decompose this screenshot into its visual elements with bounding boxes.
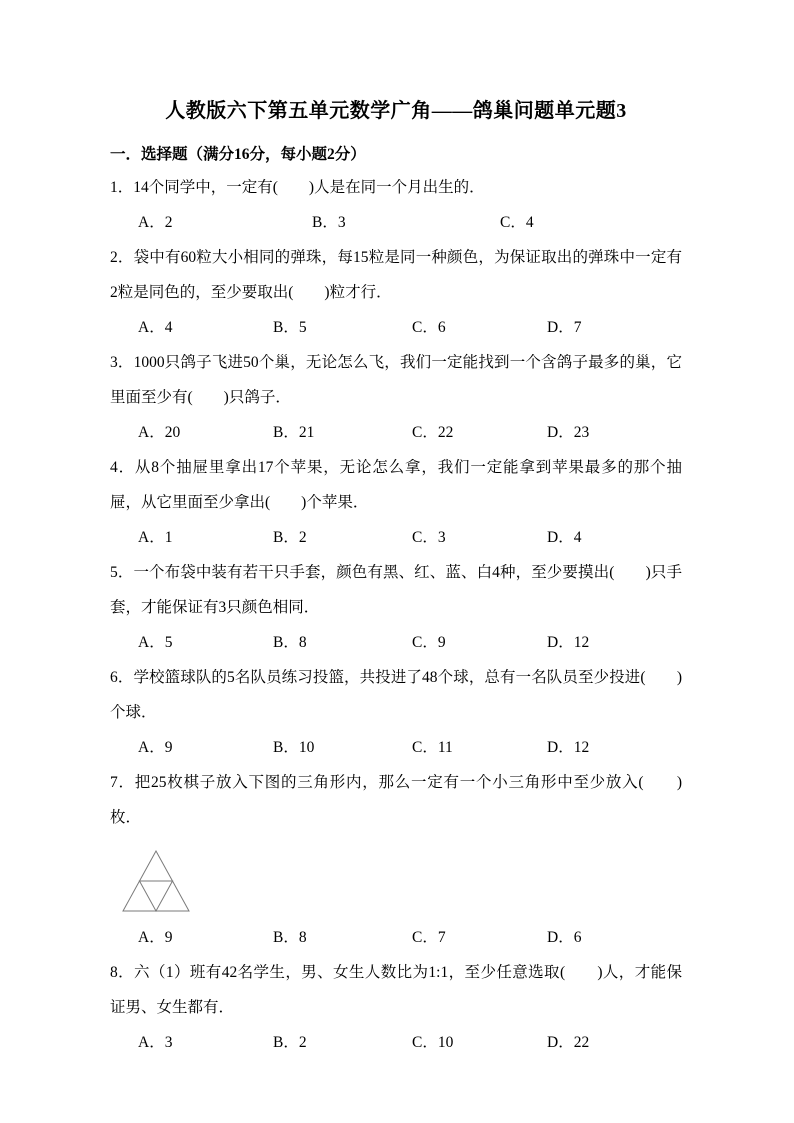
question-1-text: 1．14个同学中，一定有( )人是在同一个月出生的． (110, 179, 485, 196)
option-d: D．6 (547, 929, 582, 946)
question-6-text: 6．学校篮球队的5名队员练习投篮，共投进了48个球，总有一名队员至少投进( )个球． (110, 669, 682, 721)
triangle-figure-svg (122, 850, 190, 912)
option-c: C．7 (412, 929, 446, 946)
option-c: C．6 (412, 319, 446, 336)
option-b: B．2 (273, 1034, 307, 1051)
option-a: A．9 (138, 929, 173, 946)
option-a: A．2 (138, 214, 173, 231)
question-2 (110, 240, 682, 345)
option-d: D．4 (547, 529, 582, 546)
question-2-options (110, 310, 682, 345)
option-b: B．2 (273, 529, 307, 546)
option-b: B．8 (273, 634, 307, 651)
question-7-options (110, 920, 682, 955)
option-b: B．8 (273, 929, 307, 946)
question-4-text: 4．从8个抽屉里拿出17个苹果，无论怎么拿，我们一定能拿到苹果最多的那个抽屉，从它里面至少拿出( )个苹果． (110, 459, 682, 511)
inner-inverted-triangle (140, 881, 173, 911)
question-4-options (110, 520, 682, 555)
option-a: A．3 (138, 1034, 173, 1051)
question-6-options (110, 730, 682, 765)
option-b: B．5 (273, 319, 307, 336)
question-3-options (110, 415, 682, 450)
question-1-options (110, 205, 682, 240)
option-a: A．5 (138, 634, 173, 651)
option-b: B．3 (312, 214, 346, 231)
option-d: D．23 (547, 424, 590, 441)
section-header: 一．选择题（满分16分，每小题2分） (110, 146, 366, 163)
option-b: B．10 (273, 739, 315, 756)
question-8 (110, 955, 682, 1060)
question-2-text: 2．袋中有60粒大小相同的弹珠，每15粒是同一种颜色，为保证取出的弹珠中一定有2粒是同色的，至少要取出( )粒才行． (110, 249, 682, 301)
option-c: C．22 (412, 424, 454, 441)
option-c: C．9 (412, 634, 446, 651)
question-5 (110, 555, 682, 660)
question-8-text: 8．六（1）班有42名学生，男、女生人数比为1:1，至少任意选取( )人，才能保证男、女生都有． (110, 964, 682, 1016)
question-6 (110, 660, 682, 765)
option-a: A．1 (138, 529, 173, 546)
option-b: B．21 (273, 424, 315, 441)
option-c: C．10 (412, 1034, 454, 1051)
question-3-text: 3．1000只鸽子飞进50个巢，无论怎么飞，我们一定能找到一个含鸽子最多的巢，它里面至少有( )只鸽子． (110, 354, 682, 406)
option-a: A．9 (138, 739, 173, 756)
triangle-diagram (122, 835, 682, 912)
question-5-options (110, 625, 682, 660)
option-d: D．12 (547, 739, 590, 756)
question-5-text: 5．一个布袋中装有若干只手套，颜色有黑、红、蓝、白4种，至少要摸出( )只手套，才能保证有3只颜色相同． (110, 564, 682, 616)
option-d: D．7 (547, 319, 582, 336)
option-c: C．3 (412, 529, 446, 546)
option-d: D．12 (547, 634, 590, 651)
question-8-options (110, 1025, 682, 1060)
option-a: A．4 (138, 319, 173, 336)
question-3 (110, 345, 682, 450)
question-4 (110, 450, 682, 555)
question-1 (110, 170, 682, 240)
page-title: 人教版六下第五单元数学广角——鸽巢问题单元题3 (165, 100, 627, 122)
option-d: D．22 (547, 1034, 590, 1051)
option-c: C．4 (500, 214, 534, 231)
question-7 (110, 765, 682, 955)
option-c: C．11 (412, 739, 453, 756)
question-7-text: 7．把25枚棋子放入下图的三角形内，那么一定有一个小三角形中至少放入( )枚． (110, 774, 682, 826)
option-a: A．20 (138, 424, 181, 441)
